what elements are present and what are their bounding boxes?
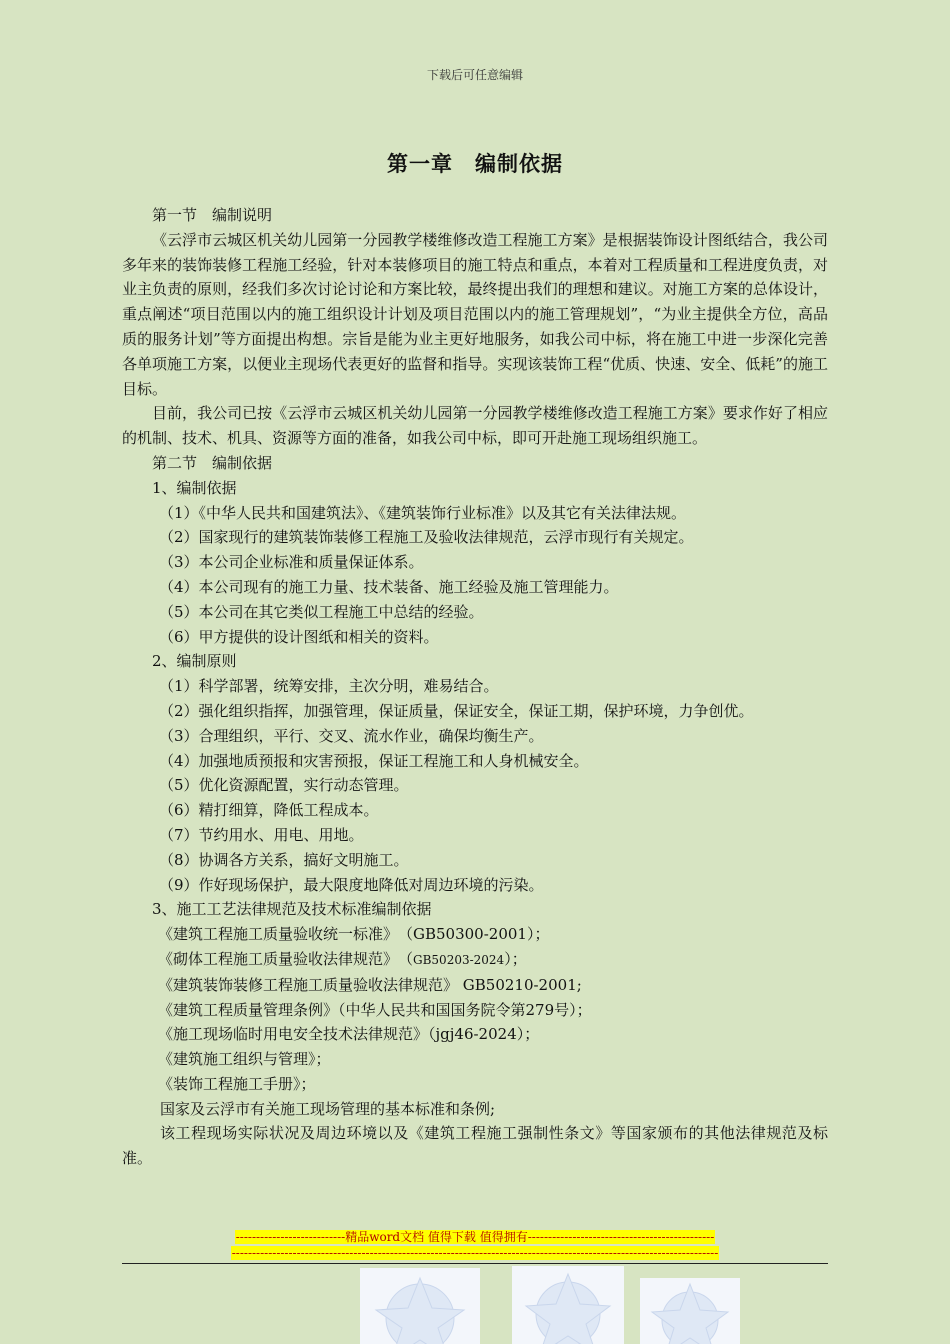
standard-reference: 《建筑施工组织与管理》； — [158, 1050, 331, 1069]
watermark-pattern-icon — [512, 1266, 624, 1344]
list-item: （6）精打细算，降低工程成本。 — [159, 801, 379, 820]
list-item: （4）加强地质预报和灾害预报，保证工程施工和人身机械安全。 — [159, 751, 589, 770]
list-item: （4）本公司现有的施工力量、技术装备、施工经验及施工管理能力。 — [159, 577, 619, 596]
list-item: （8）协调各方关系，搞好文明施工。 — [159, 850, 409, 869]
section-heading-2: 第二节 编制依据 — [152, 453, 273, 472]
list-item: （2）强化组织指挥，加强管理，保证质量，保证安全，保证工期，保护环境，力争创优。 — [159, 701, 754, 720]
standard-name: 《砌体工程施工质量验收法律规范》 （ — [158, 949, 414, 968]
footer-banner-line-1 — [0, 1230, 950, 1245]
list-item: （6）甲方提供的设计图纸和相关的资料。 — [159, 627, 439, 646]
footer-banner-line-2 — [0, 1246, 950, 1261]
list-item: （7）节约用水、用电、用地。 — [159, 825, 364, 844]
footer-rule — [122, 1263, 828, 1264]
chapter-title: 第一章 编制依据 — [387, 151, 563, 176]
watermark-pattern-icon — [360, 1268, 480, 1344]
list-item: （3）本公司企业标准和质量保证体系。 — [159, 553, 424, 572]
standard-reference: 《建筑工程质量管理条例》（中华人民共和国国务院令第279号）； — [158, 1000, 592, 1019]
section1-paragraph-2: 目前，我公司已按《云浮市云城区机关幼儿园第一分园教学楼维修改造工程施工方案》要求作好了相应的机制、技术、机具、资源等方面的准备，如我公司中标，即可开赴施工现场组织施工。 — [122, 404, 828, 448]
standard-reference: 《建筑装饰装修工程施工质量验收法律规范》 GB50210-2001; — [158, 975, 582, 994]
list-item: （1）《中华人民共和国建筑法》、《建筑装饰行业标准》以及其它有关法律法规。 — [159, 503, 687, 522]
standards-heading: 3、施工工艺法律规范及技术标准编制依据 — [152, 900, 432, 919]
list-item: （9）作好现场保护，最大限度地降低对周边环境的污染。 — [159, 875, 544, 894]
section1-paragraph-1: 《云浮市云城区机关幼儿园第一分园教学楼维修改造工程施工方案》是根据装饰设计图纸结合，我公司多年来的装饰装修工程施工经验，针对本装修项目的施工特点和重点，本着对工程质量和工程进度负责，对业主负责的原则，经我们多次讨论讨论和方案比较，最终提出我们的理想和建议。对施工方案的总体设计，重点阐述“项目范围以内的施工组织设计计划及项目范围以内的施工管理规划”，“为业主提供全方位，高品质的服务计划”等方面提出构想。宗旨是能为业主更好地服务，如我公司中标，将在施工中进一步深化完善各单项施工方案，以便业主现场代表更好的监督和指导。实现该装饰工程“优质、快速、安全、低耗”的施工目标。 — [122, 230, 828, 398]
standard-reference: 国家及云浮市有关施工现场管理的基本标准和条例; — [160, 1099, 496, 1118]
principle-heading: 2、编制原则 — [152, 652, 237, 671]
list-item: （1）科学部署，统筹安排，主次分明，难易结合。 — [159, 677, 499, 696]
standard-reference — [122, 947, 828, 973]
standard-reference: 《装饰工程施工手册》； — [158, 1074, 316, 1093]
header-note: 下载后可任意编辑 — [426, 68, 523, 82]
footer-banner-text: ---------------------------精品word文档 值得下载 值得拥有---------------------------------------------- — [235, 1230, 715, 1244]
standard-end: ）； — [504, 949, 527, 968]
standard-code: GB50203-2024 — [413, 952, 505, 967]
section-heading-1: 第一节 编制说明 — [152, 206, 273, 224]
footer-banner-dashes: ------------------------------------------------------------------------------------------------------------------------ — [231, 1246, 719, 1260]
list-item: （2）国家现行的建筑装饰装修工程施工及验收法律规范，云浮市现行有关规定。 — [159, 528, 694, 547]
list-item: （3）合理组织，平行、交叉、流水作业，确保均衡生产。 — [159, 726, 544, 745]
document-body — [122, 203, 828, 1171]
list-item: （5）优化资源配置，实行动态管理。 — [159, 776, 409, 795]
list-item: （5）本公司在其它类似工程施工中总结的经验。 — [159, 602, 484, 621]
closing-paragraph: 该工程现场实际状况及周边环境以及《建筑工程施工强制性条文》等国家颁布的其他法律规范及标准。 — [122, 1124, 828, 1168]
watermark-pattern-icon — [640, 1278, 740, 1344]
standard-reference: 《施工现场临时用电安全技术法律规范》（jgj46-2024）； — [158, 1025, 540, 1044]
basis-heading: 1、编制依据 — [152, 478, 237, 497]
standard-reference: 《建筑工程施工质量验收统一标准》 （GB50300-2001）； — [158, 925, 550, 944]
